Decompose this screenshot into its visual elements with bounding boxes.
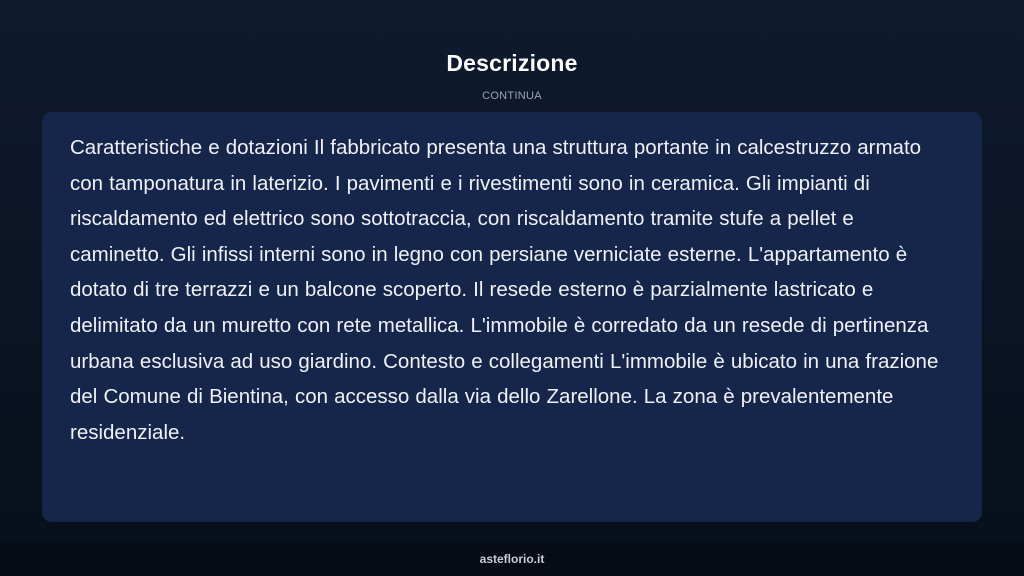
page-subtitle: CONTINUA [482,90,542,102]
footer-site-label: asteflorio.it [479,552,545,566]
description-text: Caratteristiche e dotazioni Il fabbricato presenta una struttura portante in calcestruzzo armato con tamponatura in laterizio. I pavimenti e i rivestimenti sono in ceramica. Gli impianti di riscaldamento ed elettrico sono sottotraccia, con riscaldamento tramite stufe a pellet e caminetto. Gli infissi interni sono in legno con persiane verniciate esterne. L'appartamento è dotato di tre terrazzi e un balcone scoperto. Il resede esterno è parzialmente lastricato e delimitato da un muretto con rete metallica. L'immobile è corredato da un resede di pertinenza urbana esclusiva ad uso giardino. Contesto e collegamenti L'immobile è ubicato in una frazione del Comune di Bientina, con accesso dalla via dello Zarellone. La zona è prevalentemente residenziale. [70,136,939,444]
page-title: Descrizione [446,50,578,76]
description-card [42,112,982,522]
